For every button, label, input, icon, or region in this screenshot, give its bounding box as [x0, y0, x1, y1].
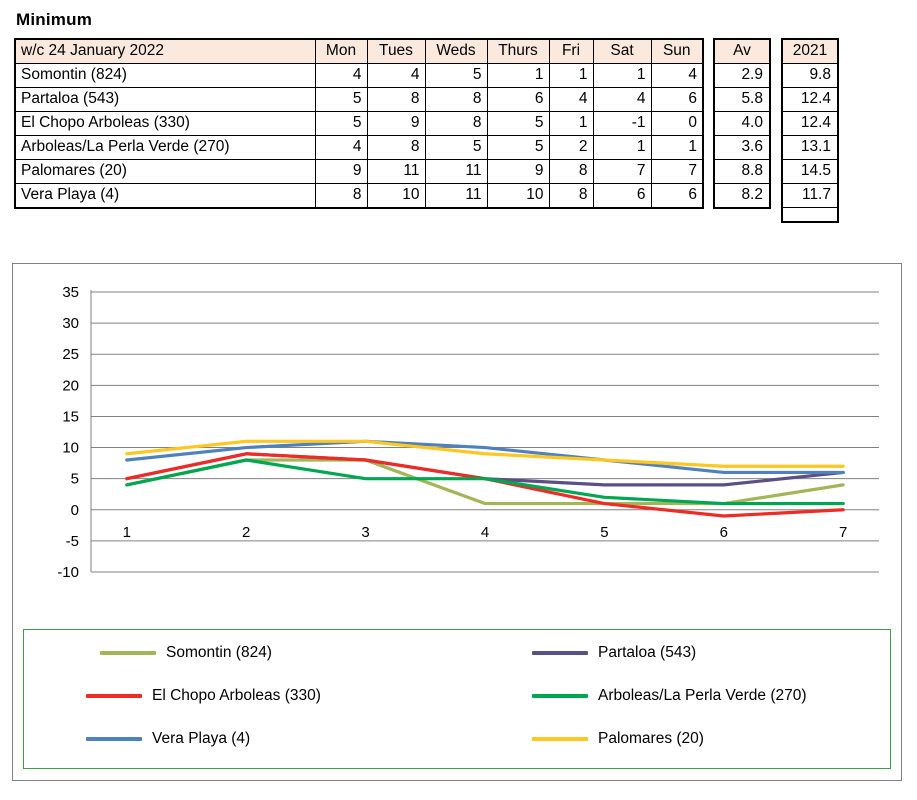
cell-sat: 1 — [593, 64, 651, 88]
table-row — [714, 184, 770, 209]
table-header-row — [15, 39, 703, 64]
cell-weds: 11 — [425, 184, 487, 209]
cell-tues: 9 — [367, 112, 425, 136]
table-header — [15, 39, 703, 64]
cell-thurs: 1 — [487, 64, 549, 88]
cell-sun: 0 — [651, 112, 703, 136]
cell-2021: 9.8 — [782, 64, 838, 88]
cell-weds: 8 — [425, 112, 487, 136]
y-axis-tick-label: 10 — [62, 439, 79, 457]
row-label: Arboleas/La Perla Verde (270) — [15, 136, 315, 160]
column-header-fri: Fri — [549, 39, 593, 64]
y-axis-tick-label: 20 — [62, 377, 79, 395]
table-body — [15, 64, 703, 209]
cell-blank — [782, 208, 838, 222]
legend-swatch — [86, 694, 142, 698]
cell-sun: 6 — [651, 88, 703, 112]
y-axis-tick-label: -5 — [65, 532, 79, 550]
cell-2021: 12.4 — [782, 112, 838, 136]
table-row — [782, 112, 838, 136]
x-axis-tick-label: 2 — [242, 523, 251, 541]
cell-fri: 1 — [549, 112, 593, 136]
x-axis-tick-label: 5 — [600, 523, 609, 541]
table-row — [714, 39, 770, 64]
table-row — [714, 88, 770, 112]
chart-panel — [12, 263, 902, 781]
cell-fri: 4 — [549, 88, 593, 112]
table-row — [714, 64, 770, 88]
legend-label: Vera Playa (4) — [152, 730, 251, 747]
cell-av: 2.9 — [714, 64, 770, 88]
legend-label: Partaloa (543) — [598, 644, 697, 661]
row-label: Vera Playa (4) — [15, 184, 315, 209]
y-axis-tick-label: -10 — [57, 564, 79, 581]
cell-thurs: 5 — [487, 136, 549, 160]
x-axis-tick-label: 6 — [719, 523, 728, 541]
cell-sat: 1 — [593, 136, 651, 160]
legend-item-el-chopo-arboleas — [86, 687, 321, 705]
cell-fri: 2 — [549, 136, 593, 160]
table-row — [782, 208, 838, 222]
column-header-tues: Tues — [367, 39, 425, 64]
y-axis-tick-label: 5 — [70, 470, 79, 488]
column-header-thurs: Thurs — [487, 39, 549, 64]
table-row — [15, 136, 703, 160]
cell-tues: 11 — [367, 160, 425, 184]
cell-av: 8.8 — [714, 160, 770, 184]
row-label: Partaloa (543) — [15, 88, 315, 112]
row-label: Palomares (20) — [15, 160, 315, 184]
legend-item-vera-playa — [86, 730, 250, 748]
x-axis-tick-label: 4 — [480, 523, 490, 541]
cell-sun: 4 — [651, 64, 703, 88]
x-axis-tick-label: 7 — [839, 523, 848, 541]
cell-tues: 4 — [367, 64, 425, 88]
cell-av: 4.0 — [714, 112, 770, 136]
page-title: Minimum — [16, 10, 93, 29]
cell-weds: 5 — [425, 136, 487, 160]
cell-mon: 8 — [315, 184, 367, 209]
cell-fri: 8 — [549, 184, 593, 209]
cell-weds: 8 — [425, 88, 487, 112]
cell-2021: 14.5 — [782, 160, 838, 184]
y-axis-tick-label: 25 — [62, 346, 79, 364]
cell-sun: 1 — [651, 136, 703, 160]
legend-item-somontin — [100, 644, 272, 662]
cell-sat: 4 — [593, 88, 651, 112]
cell-2021: 13.1 — [782, 136, 838, 160]
cell-2021: 11.7 — [782, 184, 838, 208]
cell-weds: 11 — [425, 160, 487, 184]
cell-av: 8.2 — [714, 184, 770, 209]
cell-tues: 8 — [367, 136, 425, 160]
column-header-mon: Mon — [315, 39, 367, 64]
cell-fri: 1 — [549, 64, 593, 88]
weekly-data-table — [14, 38, 704, 209]
cell-mon: 4 — [315, 64, 367, 88]
average-table — [713, 38, 771, 209]
cell-sun: 6 — [651, 184, 703, 209]
table-row — [782, 160, 838, 184]
table-row — [15, 64, 703, 88]
column-header-week: w/c 24 January 2022 — [15, 39, 315, 64]
table-row — [782, 39, 838, 64]
y-axis-tick-label: 0 — [70, 501, 79, 519]
cell-mon: 9 — [315, 160, 367, 184]
legend-swatch — [532, 737, 588, 741]
average-table-body — [714, 39, 770, 208]
legend-swatch — [532, 651, 588, 655]
table-row — [782, 64, 838, 88]
legend-label: El Chopo Arboleas (330) — [152, 687, 321, 704]
legend-label: Palomares (20) — [598, 730, 704, 747]
column-header-weds: Weds — [425, 39, 487, 64]
table-row — [714, 160, 770, 184]
cell-sun: 7 — [651, 160, 703, 184]
column-header-2021: 2021 — [782, 39, 838, 64]
legend-label: Somontin (824) — [166, 644, 272, 661]
table-row — [714, 112, 770, 136]
cell-av: 5.8 — [714, 88, 770, 112]
cell-thurs: 9 — [487, 160, 549, 184]
table-row — [15, 160, 703, 184]
legend-item-arboleas-la-perla-verde — [532, 687, 807, 705]
row-label: Somontin (824) — [15, 64, 315, 88]
row-label: El Chopo Arboleas (330) — [15, 112, 315, 136]
cell-mon: 5 — [315, 112, 367, 136]
legend-swatch — [532, 694, 588, 698]
cell-tues: 10 — [367, 184, 425, 209]
table-row — [782, 136, 838, 160]
column-header-av: Av — [714, 39, 770, 64]
table-row — [782, 184, 838, 208]
cell-mon: 5 — [315, 88, 367, 112]
column-header-sat: Sat — [593, 39, 651, 64]
cell-fri: 8 — [549, 160, 593, 184]
year-comparison-table — [781, 38, 839, 223]
legend-item-palomares — [532, 730, 704, 748]
cell-av: 3.6 — [714, 136, 770, 160]
x-axis-tick-label: 1 — [122, 523, 131, 541]
legend-swatch — [86, 737, 142, 741]
y-axis-tick-label: 30 — [62, 315, 79, 333]
chart-legend — [23, 629, 891, 769]
table-row — [15, 112, 703, 136]
cell-sat: 7 — [593, 160, 651, 184]
cell-thurs: 10 — [487, 184, 549, 209]
legend-swatch — [100, 651, 156, 655]
table-row — [714, 136, 770, 160]
cell-sat: -1 — [593, 112, 651, 136]
cell-mon: 4 — [315, 136, 367, 160]
y-axis-tick-label: 35 — [62, 284, 79, 301]
cell-2021: 12.4 — [782, 88, 838, 112]
legend-item-partaloa — [532, 644, 696, 662]
table-row — [15, 88, 703, 112]
cell-tues: 8 — [367, 88, 425, 112]
cell-thurs: 6 — [487, 88, 549, 112]
column-header-sun: Sun — [651, 39, 703, 64]
data-table-region — [14, 38, 839, 223]
y-axis-tick-label: 15 — [62, 408, 79, 426]
table-row — [782, 88, 838, 112]
cell-thurs: 5 — [487, 112, 549, 136]
table-row — [15, 184, 703, 209]
x-axis-tick-label: 3 — [361, 523, 370, 541]
line-chart — [13, 264, 903, 624]
legend-label: Arboleas/La Perla Verde (270) — [598, 687, 807, 704]
cell-weds: 5 — [425, 64, 487, 88]
year-table-body — [782, 39, 838, 222]
cell-sat: 6 — [593, 184, 651, 209]
